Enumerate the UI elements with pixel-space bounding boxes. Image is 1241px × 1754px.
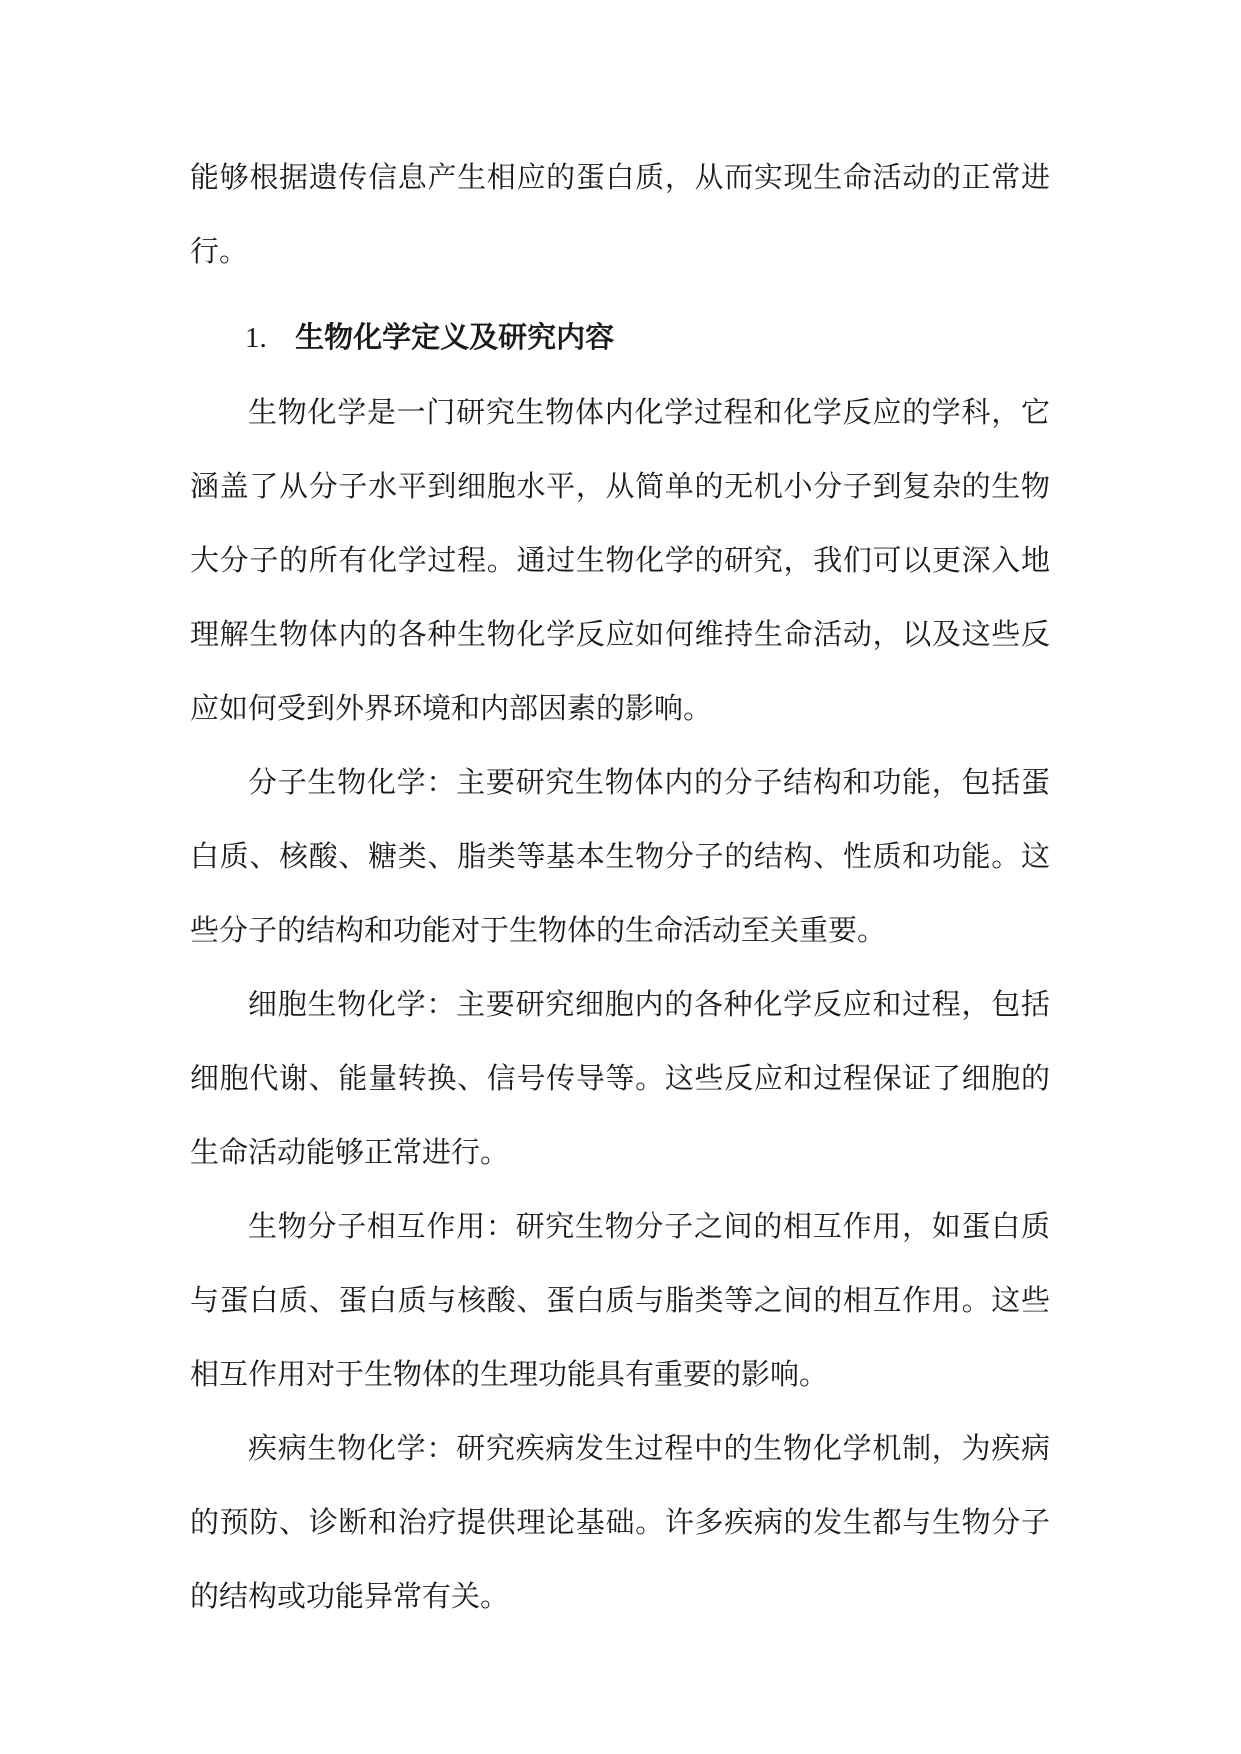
paragraph-disease: 疾病生物化学：研究疾病发生过程中的生物化学机制，为疾病的预防、诊断和治疗提供理论基础。许多疾病的发生都与生物分子的结构或功能异常有关。 — [190, 1431, 1050, 1613]
continuation-paragraph: 能够根据遗传信息产生相应的蛋白质，从而实现生命活动的正常进行。 — [190, 160, 1050, 268]
section-heading — [190, 300, 1050, 375]
section-title: 生物化学定义及研究内容 — [295, 320, 615, 354]
paragraph-definition: 生物化学是一门研究生物体内化学过程和化学反应的学科，它涵盖了从分子水平到细胞水平，从简单的无机小分子到复杂的生物大分子的所有化学过程。通过生物化学的研究，我们可以更深入地理解生物体内的各种生物化学反应如何维持生命活动，以及这些反应如何受到外界环境和内部因素的影响。 — [190, 395, 1050, 725]
document-body — [190, 140, 1050, 1633]
paragraph-molecular: 分子生物化学：主要研究生物体内的分子结构和功能，包括蛋白质、核酸、糖类、脂类等基本生物分子的结构、性质和功能。这些分子的结构和功能对于生物体的生命活动至关重要。 — [190, 765, 1050, 947]
paragraph-interaction: 生物分子相互作用：研究生物分子之间的相互作用，如蛋白质与蛋白质、蛋白质与核酸、蛋白质与脂类等之间的相互作用。这些相互作用对于生物体的生理功能具有重要的影响。 — [190, 1209, 1050, 1391]
paragraph-cellular: 细胞生物化学：主要研究细胞内的各种化学反应和过程，包括细胞代谢、能量转换、信号传导等。这些反应和过程保证了细胞的生命活动能够正常进行。 — [190, 987, 1050, 1169]
section-number: 1. — [245, 322, 267, 354]
